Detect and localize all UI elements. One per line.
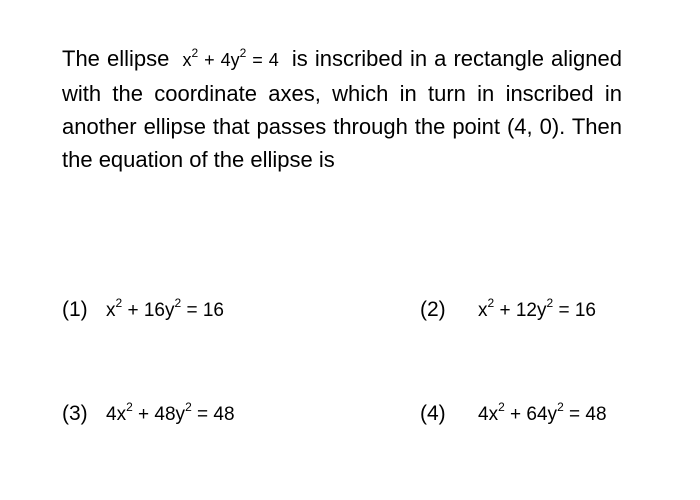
option-number: (3) xyxy=(62,402,88,425)
option-exponent-1: 2 xyxy=(126,400,133,414)
option-term-2: + 16y xyxy=(122,300,175,321)
option-exponent-2: 2 xyxy=(546,296,554,310)
option-exponent-1: 2 xyxy=(115,296,123,310)
option-term-2: + 12y xyxy=(494,300,547,321)
option-exponent-2: 2 xyxy=(185,400,192,414)
equation-exponent-1: 2 xyxy=(191,46,199,60)
option-term-2: + 64y xyxy=(504,404,558,425)
option-exponent-1: 2 xyxy=(487,296,495,310)
option-exponent-1: 2 xyxy=(498,400,505,414)
option-number: (4) xyxy=(420,402,446,425)
equation-term-1: x xyxy=(182,50,192,70)
option-term-3: = 16 xyxy=(181,300,224,321)
question-text xyxy=(62,42,622,176)
option-exponent-2: 2 xyxy=(174,296,182,310)
option-term-3: = 48 xyxy=(563,404,607,425)
option-term-3: = 48 xyxy=(191,404,235,425)
question-intro: The ellipse xyxy=(62,46,170,71)
option-equation xyxy=(478,296,596,321)
option-number: (2) xyxy=(420,298,446,321)
question-equation xyxy=(182,46,279,70)
option-term-1: 4x xyxy=(478,404,499,425)
option-number: (1) xyxy=(62,298,88,321)
option-term-2: + 48y xyxy=(132,404,186,425)
option-equation xyxy=(478,400,607,425)
option-3[interactable] xyxy=(62,402,235,426)
question-rest: is inscribed in a rectangle aligned with the coordinate axes, which in turn in inscribed in another ellipse that passes through the point (4, 0). Then the equation of the ellipse is xyxy=(62,46,623,172)
option-equation xyxy=(106,296,224,321)
option-term-1: x xyxy=(106,300,116,321)
option-exponent-2: 2 xyxy=(557,400,564,414)
option-2[interactable] xyxy=(420,298,596,322)
option-term-3: = 16 xyxy=(553,300,596,321)
option-term-1: 4x xyxy=(106,404,127,425)
equation-term-2: + 4y xyxy=(198,50,240,70)
option-4[interactable] xyxy=(420,402,607,426)
equation-exponent-2: 2 xyxy=(239,46,247,60)
option-1[interactable] xyxy=(62,298,224,322)
equation-term-3: = 4 xyxy=(246,50,279,70)
option-term-1: x xyxy=(478,300,488,321)
option-equation xyxy=(106,400,235,425)
